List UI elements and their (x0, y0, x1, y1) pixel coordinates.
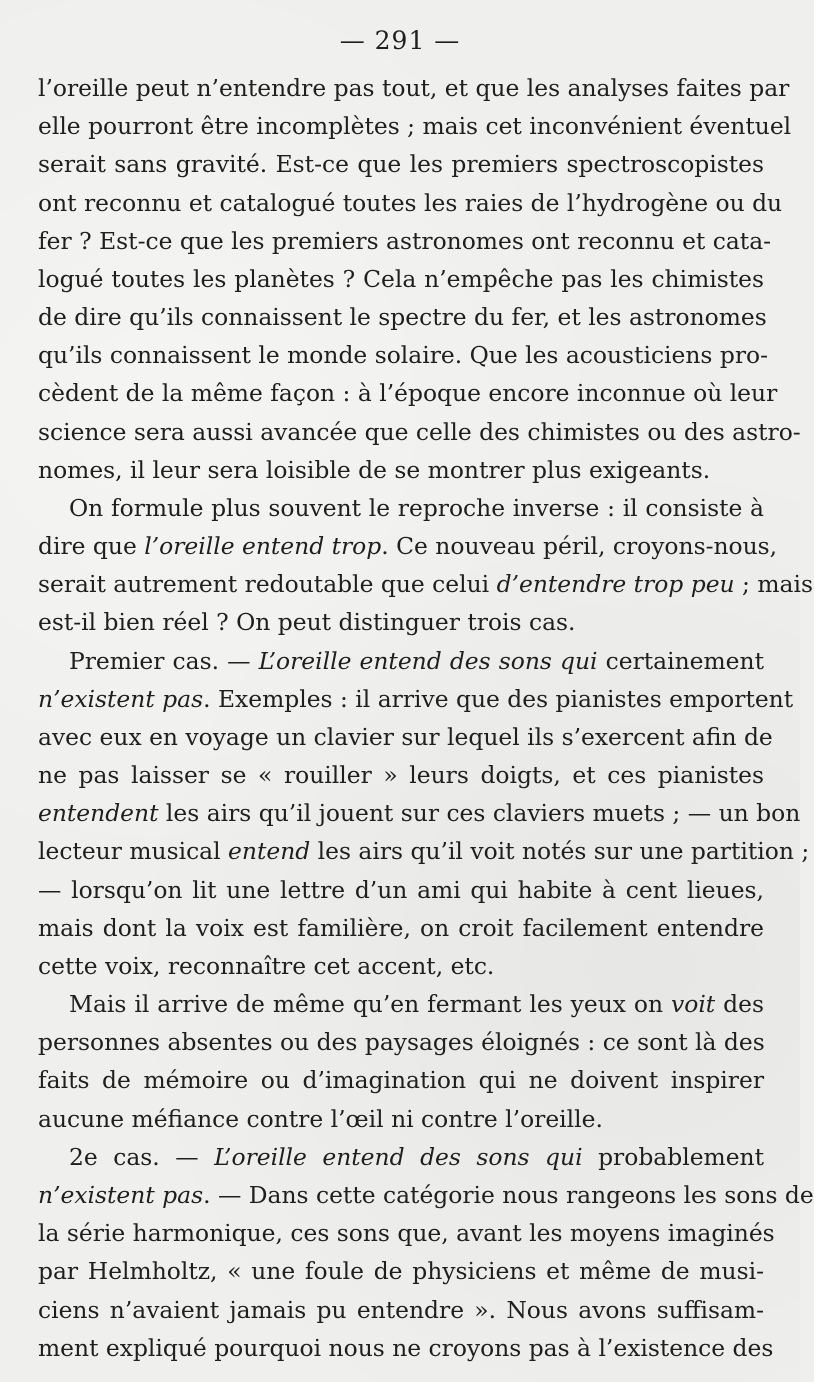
text-line (38, 298, 767, 336)
italic-text-segment: L’oreille entend des sons qui (258, 646, 598, 675)
text-line (38, 756, 764, 794)
text-segment: Premier cas. — (69, 646, 259, 675)
text-line (38, 603, 764, 641)
text-line (38, 947, 764, 985)
text-segment: 2e cas. — (69, 1142, 215, 1171)
text-segment: faits de mémoire ou d’imagination qui ne doivent inspirer (38, 1066, 764, 1095)
italic-text-segment: L’oreille entend des sons qui (214, 1142, 583, 1171)
text-segment: logué toutes les planètes ? Cela n’empêche pas les chimistes (38, 264, 764, 293)
text-line (38, 222, 772, 260)
text-segment: cèdent de la même façon : à l’époque encore inconnue où leur (38, 379, 778, 408)
text-line (38, 1329, 774, 1367)
text-segment: probablement (582, 1142, 765, 1171)
text-line (38, 680, 794, 718)
text-line (38, 1138, 764, 1176)
text-segment: ne pas laisser se « rouiller » leurs doigts, et ces pianistes (38, 761, 764, 790)
text-line (38, 1291, 764, 1329)
text-line (38, 260, 764, 298)
text-segment: On formule plus souvent le reproche inverse : il consiste à (69, 493, 764, 522)
italic-text-segment: n’existent pas (38, 1180, 204, 1209)
text-segment: mais dont la voix est familière, on croit facilement entendre (38, 913, 764, 942)
text-line (38, 1214, 775, 1252)
text-segment: lecteur musical (38, 837, 229, 866)
text-line (38, 374, 778, 412)
text-segment: certainement (597, 646, 764, 675)
text-line (38, 718, 773, 756)
text-segment: l’oreille peut n’entendre pas tout, et que les analyses faites par (38, 74, 790, 102)
text-line (38, 909, 764, 947)
text-line (38, 527, 778, 565)
text-segment: . Exemples : il arrive que des pianistes emportent (203, 684, 794, 713)
text-segment: Mais il arrive de même qu’en fermant les yeux on (69, 990, 672, 1019)
text-segment: ont reconnu et catalogué toutes les raies de l’hydrogène ou du (38, 188, 783, 217)
text-segment: — lorsqu’on lit une lettre d’un ami qui habite à cent lieues, (38, 875, 764, 904)
text-segment: . — Dans cette catégorie nous rangeons les sons de (203, 1180, 814, 1209)
text-line (38, 413, 801, 451)
body-text (38, 69, 814, 1367)
text-segment: les airs qu’il voit notés sur une partition ; (310, 837, 810, 866)
text-line (38, 145, 764, 183)
text-line (38, 871, 764, 909)
text-line (38, 107, 792, 145)
text-segment: fer ? Est-ce que les premiers astronomes ont reconnu et cata- (38, 226, 772, 255)
text-segment: dire que (38, 532, 145, 561)
text-segment: serait autrement redoutable que celui (38, 570, 497, 599)
text-segment: la série harmonique, ces sons que, avant les moyens imaginés (38, 1219, 775, 1248)
text-segment: par Helmholtz, « une foule de physiciens et même de musi- (38, 1257, 764, 1286)
text-segment: . Ce nouveau péril, croyons-nous, (381, 532, 778, 561)
text-segment: les airs qu’il jouent sur ces claviers muets ; — un bon (158, 799, 801, 828)
text-line (38, 1176, 814, 1214)
text-line (38, 985, 764, 1023)
italic-text-segment: n’existent pas (38, 684, 204, 713)
text-segment: serait sans gravité. Est-ce que les premiers spectroscopistes (38, 150, 764, 179)
text-segment: cette voix, reconnaître cet accent, etc. (38, 951, 495, 980)
text-line (38, 1023, 764, 1061)
text-segment: nomes, il leur sera loisible de se montrer plus exigeants. (38, 455, 711, 484)
text-line (38, 565, 813, 603)
text-segment: ment expliqué pourquoi nous ne croyons pas à l’existence des (38, 1333, 774, 1362)
italic-text-segment: l’oreille entend trop (144, 532, 382, 561)
text-line (38, 184, 783, 222)
text-line (38, 69, 790, 107)
text-segment: des (715, 990, 764, 1019)
text-segment: de dire qu’ils connaissent le spectre du fer, et les astronomes (38, 303, 767, 332)
text-segment: science sera aussi avancée que celle des chimistes ou des astro- (38, 417, 801, 446)
page-number: — 291 — (339, 26, 461, 55)
italic-text-segment: entendent (38, 799, 159, 828)
text-segment: elle pourront être incomplètes ; mais cet inconvénient éventuel (38, 112, 792, 141)
text-segment: avec eux en voyage un clavier sur lequel ils s’exercent afin de (38, 722, 773, 751)
text-line (38, 794, 801, 832)
text-line (38, 1100, 764, 1138)
text-line (38, 451, 764, 489)
text-segment: aucune méfiance contre l’œil ni contre l’oreille. (38, 1104, 603, 1133)
text-line (38, 642, 764, 680)
text-segment: est-il bien réel ? On peut distinguer trois cas. (38, 608, 576, 637)
text-line (38, 489, 764, 527)
italic-text-segment: d’entendre trop peu (496, 570, 735, 599)
italic-text-segment: voit (671, 990, 716, 1019)
italic-text-segment: entend (228, 837, 311, 866)
text-segment: qu’ils connaissent le monde solaire. Que les acousticiens pro- (38, 341, 769, 370)
text-line (38, 832, 810, 870)
text-segment: ; mais (734, 570, 813, 599)
text-line (38, 336, 769, 374)
text-segment: ciens n’avaient jamais pu entendre ». Nous avons suffisam- (38, 1295, 764, 1324)
text-line (38, 1252, 764, 1290)
text-segment: personnes absentes ou des paysages éloignés : ce sont là des (38, 1028, 765, 1057)
text-line (38, 1061, 764, 1099)
